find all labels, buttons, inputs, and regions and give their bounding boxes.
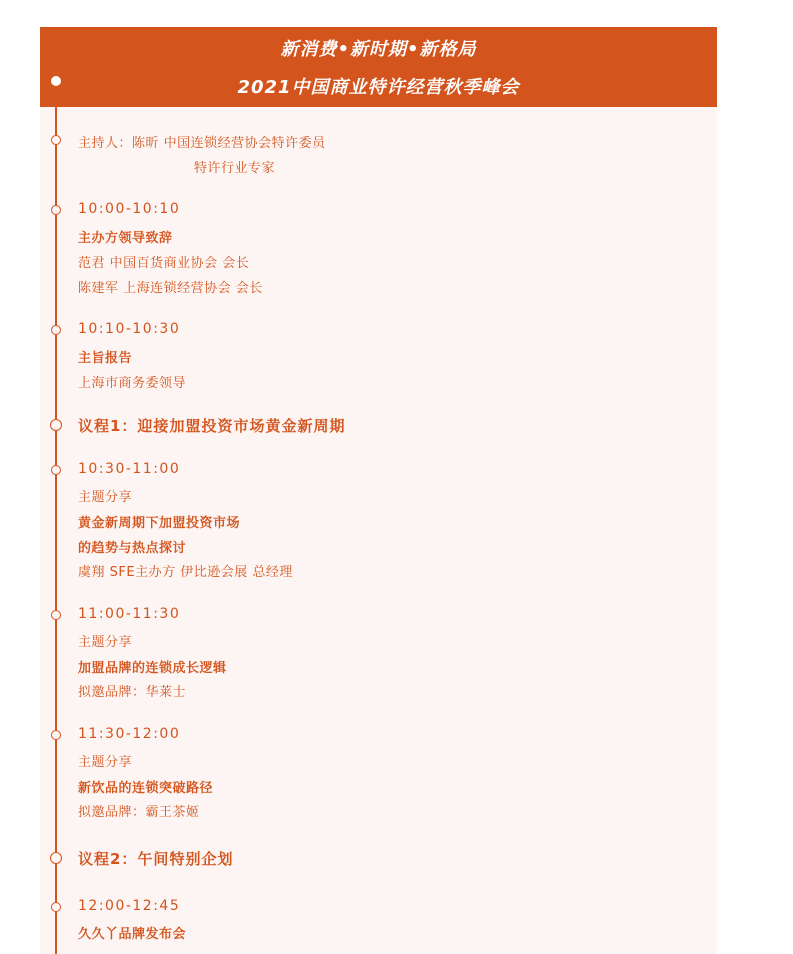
- timeline-node: [51, 205, 61, 215]
- speaker-line: 上海市商务委领导: [78, 376, 187, 391]
- session-time: 10:10-10:30: [78, 321, 181, 337]
- timeline-node: [50, 419, 62, 431]
- agenda-header: [40, 27, 717, 107]
- timeline-node: [51, 730, 61, 740]
- host-title-line: 特许行业专家: [194, 161, 276, 176]
- session-type: 主题分享: [78, 490, 133, 505]
- session-title: 的趋势与热点探讨: [78, 541, 187, 556]
- host-line: 主持人：陈昕 中国连锁经营协会特许委员: [78, 136, 326, 151]
- timeline-node: [51, 610, 61, 620]
- session-time: 10:30-11:00: [78, 461, 181, 477]
- session-title: 新饮品的连锁突破路径: [78, 781, 214, 796]
- timeline-node: [50, 852, 62, 864]
- session-time: 11:30-12:00: [78, 726, 181, 742]
- timeline-start-dot: [51, 76, 61, 86]
- header-slogan: 新消费•新时期•新格局: [280, 39, 477, 60]
- agenda-section-title: 议程2：午间特别企划: [78, 850, 234, 868]
- speaker-line: 范君 中国百货商业协会 会长: [78, 256, 250, 271]
- invited-brand: 拟邀品牌：霸王茶姬: [78, 805, 200, 820]
- timeline-node: [51, 465, 61, 475]
- session-title: 主办方领导致辞: [78, 231, 173, 246]
- session-type: 主题分享: [78, 755, 133, 770]
- session-title: 久久丫品牌发布会: [78, 927, 187, 942]
- session-time: 12:00-12:45: [78, 898, 181, 914]
- session-time: 11:00-11:30: [78, 606, 181, 622]
- header-event-title: 2021中国商业特许经营秋季峰会: [237, 77, 520, 98]
- speaker-line: 陈建军 上海连锁经营协会 会长: [78, 281, 263, 296]
- session-title: 主旨报告: [78, 351, 133, 366]
- session-title: 黄金新周期下加盟投资市场: [78, 516, 241, 531]
- invited-brand: 拟邀品牌：华莱士: [78, 685, 187, 700]
- session-time: 10:00-10:10: [78, 201, 181, 217]
- session-type: 主题分享: [78, 635, 133, 650]
- timeline-node: [51, 135, 61, 145]
- timeline-node: [51, 325, 61, 335]
- session-title: 加盟品牌的连锁成长逻辑: [78, 661, 227, 676]
- timeline-node: [51, 902, 61, 912]
- agenda-section-title: 议程1：迎接加盟投资市场黄金新周期: [78, 417, 346, 435]
- speaker-line: 虞翔 SFE主办方 伊比逊会展 总经理: [78, 565, 293, 580]
